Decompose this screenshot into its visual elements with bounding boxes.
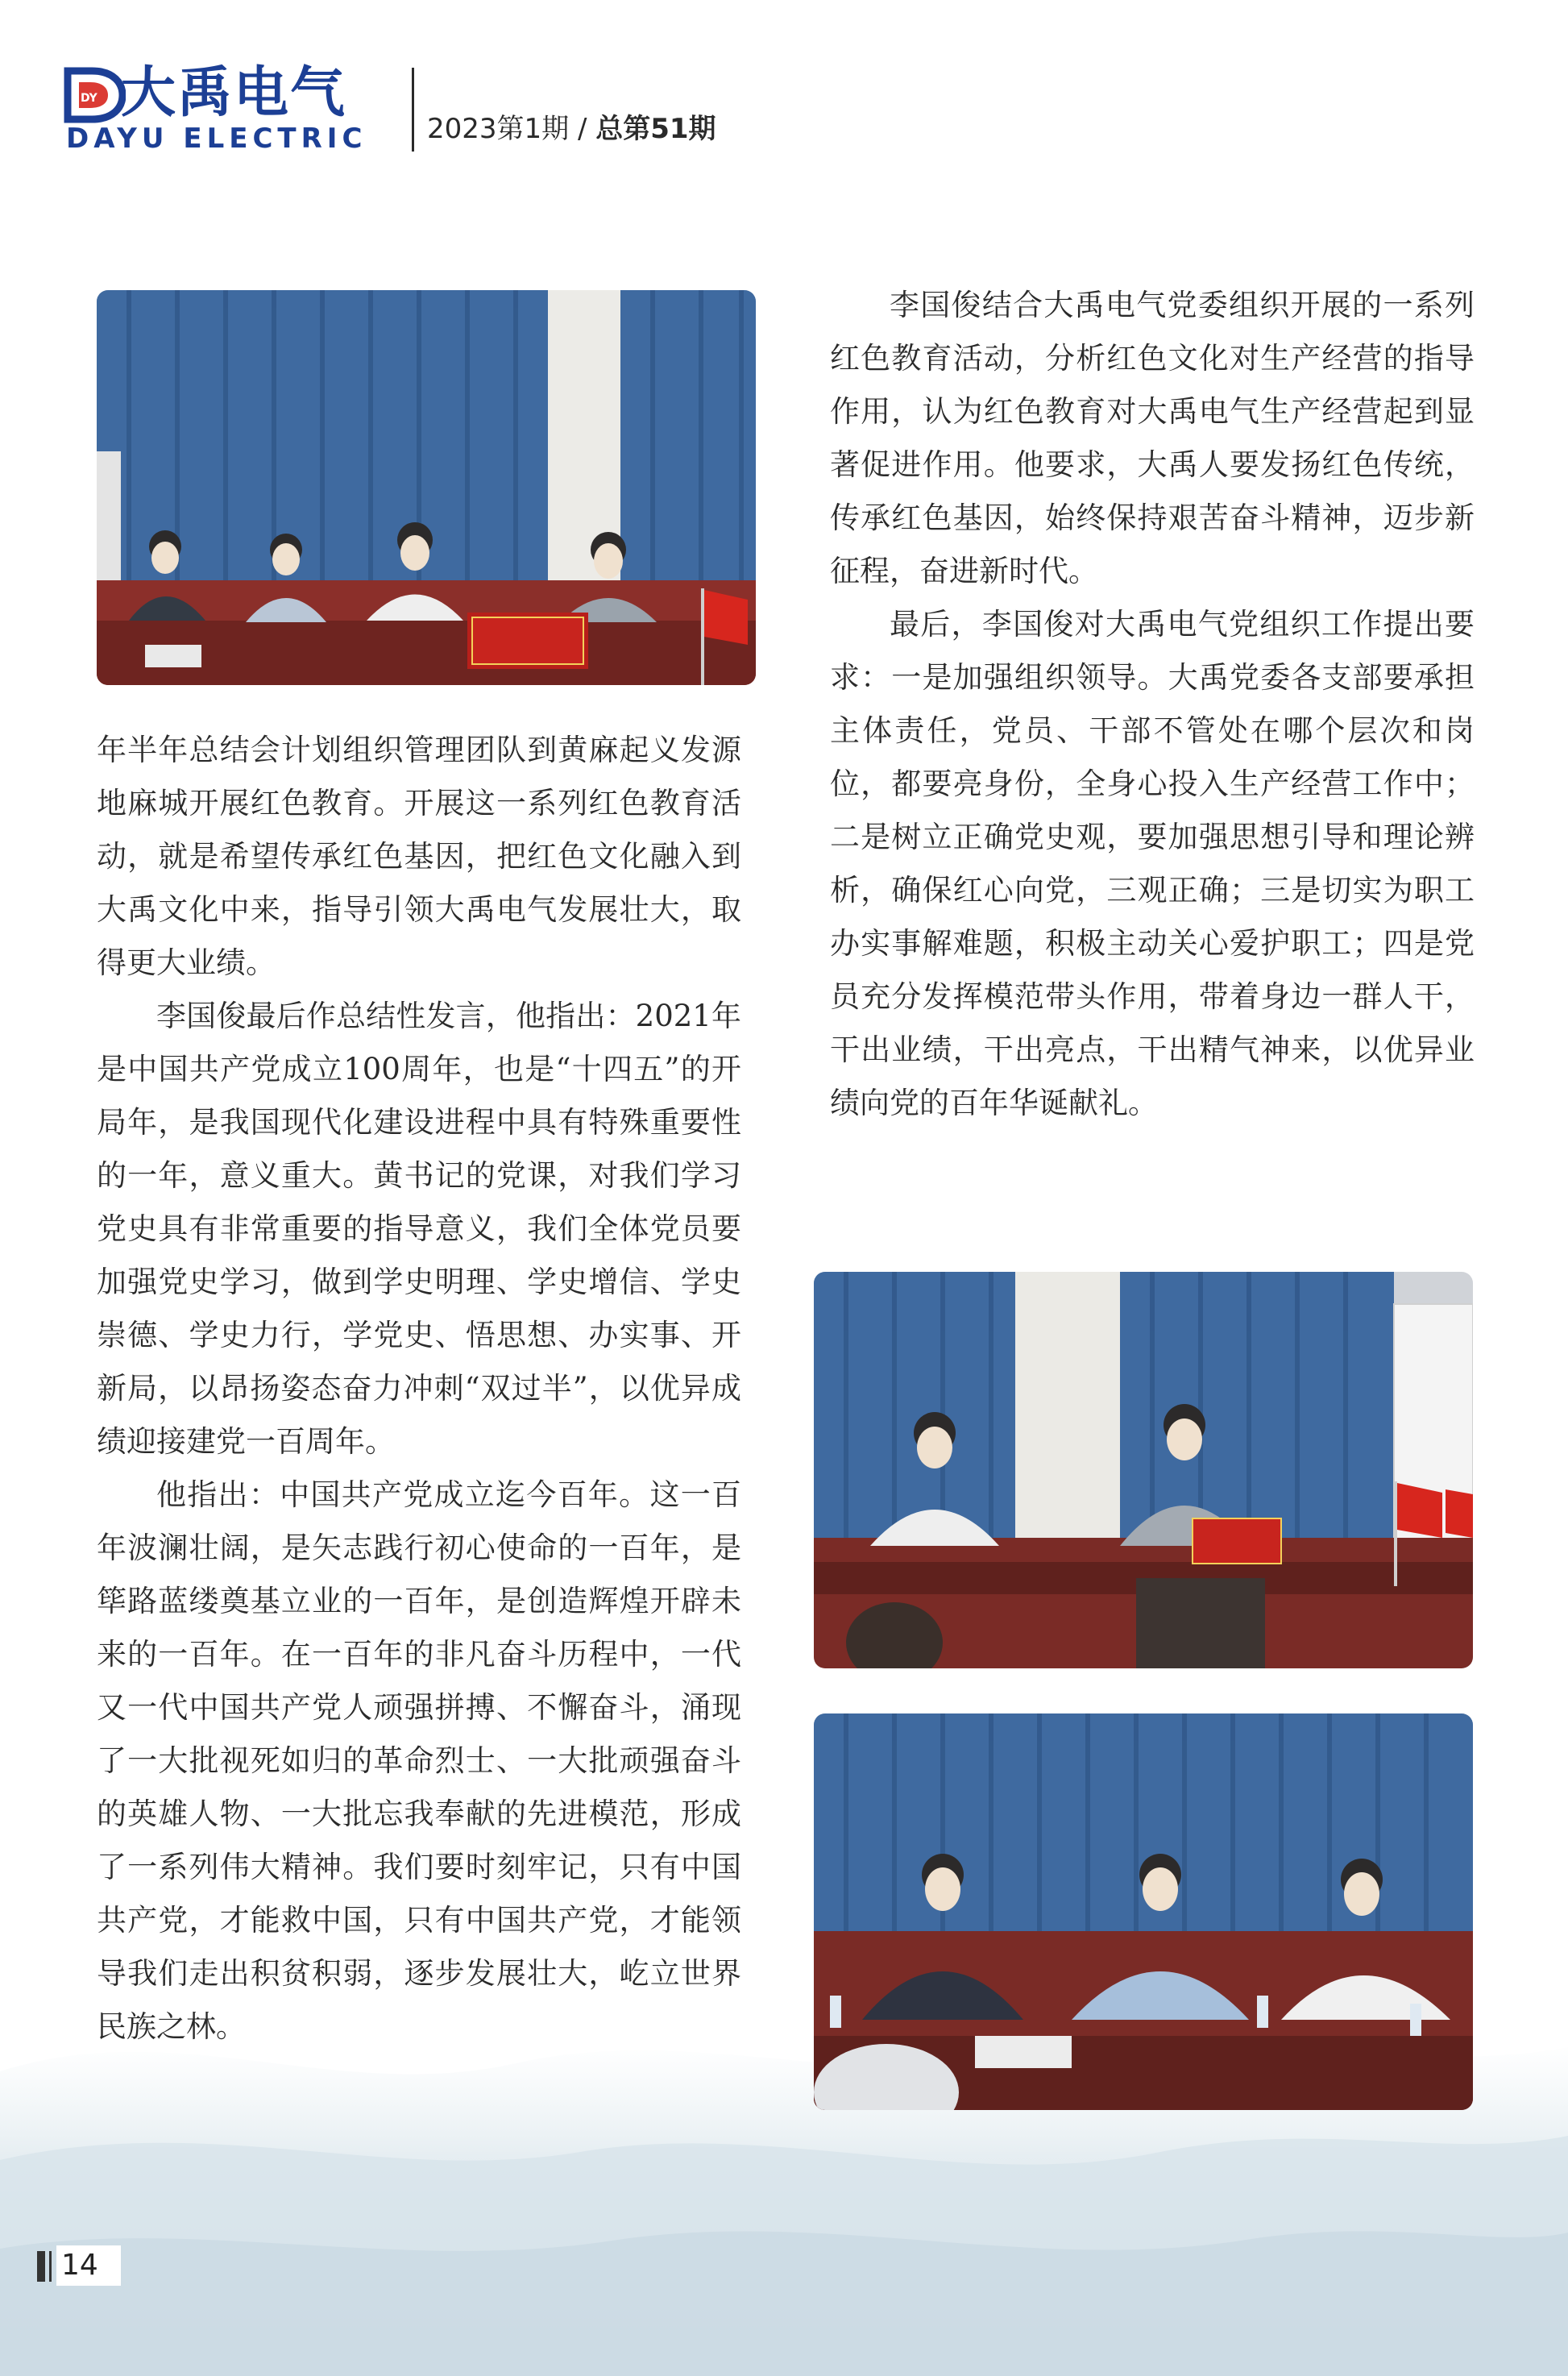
paragraph: 他指出：中国共产党成立迄今百年。这一百年波澜壮阔，是矢志践行初心使命的一百年，是筚路蓝缕奠基立业的一百年，是创造辉煌开辟未来的一百年。在一百年的非凡奋斗历程中，一代又一代中国共产党人顽强拼搏、不懈奋斗，涌现了一大批视死如归的革命烈士、一大批顽强奋斗的英雄人物、一大批忘我奉献的先进模范，形成了一系列伟大精神。我们要时刻牢记，只有中国共产党，才能救中国，只有中国共产党，才能领导我们走出积贫积弱，逐步发展壮大，屹立世界民族之林。 (97, 1477, 741, 2044)
paragraph: 年半年总结会计划组织管理团队到黄麻起义发源地麻城开展红色教育。开展这一系列红色教育活动，就是希望传承红色基因，把红色文化融入到大禹文化中来，指导引领大禹电气发展壮大，取得更大业绩。 (97, 733, 741, 980)
dayu-logo-icon (63, 66, 126, 124)
page-marker-line (49, 2251, 52, 2282)
page-number: 14 (56, 2245, 121, 2286)
flag (704, 590, 748, 645)
issue-info (427, 110, 716, 148)
meeting-photo-2 (814, 1272, 1473, 1668)
paragraph: 最后，李国俊对大禹电气党组织工作提出要求：一是加强组织领导。大禹党委各支部要承担主体责任，党员、干部不管处在哪个层次和岗位，都要亮身份，全身心投入生产经营工作中；二是树立正确党史观，要加强思想引导和理论辨析，确保红心向党，三观正确；三是切实为职工办实事解难题，积极主动关心爱护职工；四是党员充分发挥模范带头作用，带着身边一群人干，干出业绩，干出亮点，干出精气神来，以优异业绩向党的百年华诞献礼。 (830, 607, 1475, 1120)
issue-total: 总第51期 (595, 113, 716, 145)
header-divider (412, 68, 414, 152)
brand-name-cn: 大禹电气 (121, 61, 347, 125)
masthead (63, 61, 788, 155)
article-left-column (97, 724, 741, 2054)
paragraph: 李国俊结合大禹电气党委组织开展的一系列红色教育活动，分析红色文化对生产经营的指导作用，认为红色教育对大禹电气生产经营起到显著促进作用。他要求，大禹人要发扬红色传统，传承红色基因，始终保持艰苦奋斗精神，迈步新征程，奋进新时代。 (830, 288, 1475, 588)
page-marker-bar (37, 2251, 45, 2282)
brand-name-en: DAYU ELECTRIC (66, 123, 367, 155)
paragraph: 李国俊最后作总结性发言，他指出：2021年是中国共产党成立100周年，也是“十四五”的开局年，是我国现代化建设进程中具有特殊重要性的一年，意义重大。黄书记的党课，对我们学习党史具有非常重要的指导意义，我们全体党员要加强党史学习，做到学史明理、学史增信、学史崇德、学史力行，学党史、悟思想、办实事、开新局，以昂扬姿态奋力冲刺“双过半”，以优异成绩迎接建党一百周年。 (97, 999, 741, 1459)
meeting-photo-1 (97, 290, 756, 685)
svg-text:DY: DY (81, 92, 97, 105)
meeting-photo-3 (814, 1713, 1473, 2110)
issue-number: 2023第1期 / (427, 113, 596, 145)
article-right-column (830, 279, 1475, 1130)
